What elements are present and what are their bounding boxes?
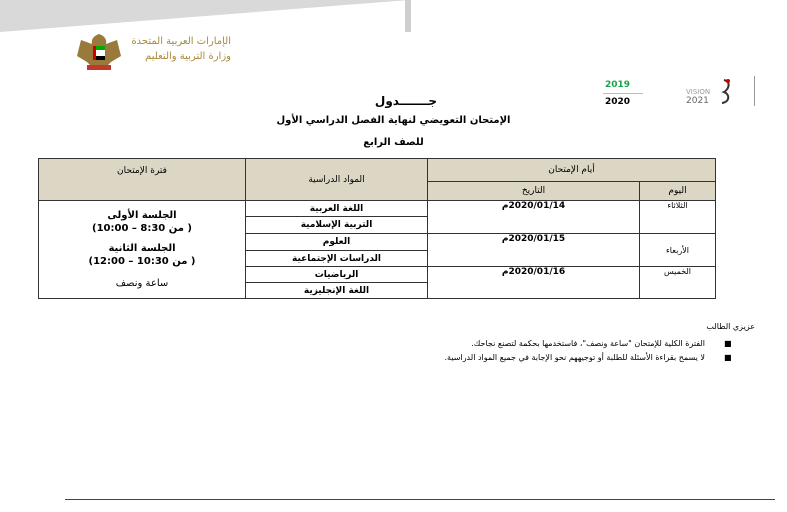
subject-cell: التربية الإسلامية: [246, 217, 428, 234]
date-cell: 2020/01/15م: [428, 234, 640, 267]
session2-time: ( من 10:30 – 12:00): [88, 256, 196, 267]
ministry-line1: الإمارات العربية المتحدة: [131, 36, 231, 47]
bullet-icon: ■: [724, 353, 732, 362]
period-cell: [39, 201, 246, 299]
session1-time: ( من 8:30 – 10:00): [92, 223, 192, 234]
doc-title: جـــــــدول: [374, 94, 438, 108]
date-cell: 2020/01/14م: [428, 201, 640, 234]
year-top: 2019: [605, 80, 631, 90]
duration-label: ساعة ونصف: [115, 278, 169, 289]
header-decoration: [0, 0, 410, 32]
notes-greeting: عزيزي الطالب: [706, 322, 755, 331]
date-cell: 2020/01/16م: [428, 267, 640, 299]
svg-text:2021: 2021: [686, 96, 709, 106]
header-subjects: المواد الدراسية: [246, 159, 428, 201]
uae-emblem-logo: [75, 32, 123, 72]
subject-cell: اللغة الإنجليزية: [246, 283, 428, 299]
note-item: الفترة الكلية للإمتحان "ساعة ونصف"، فاستخدمها بحكمة لتصنع نجاحك.: [471, 339, 705, 348]
header-exam-days: أيام الإمتحان: [428, 159, 716, 182]
day-cell: الثلاثاء: [640, 201, 716, 234]
day-cell: الأربعاء: [640, 234, 716, 267]
note-item: لا يسمح بقراءة الأسئلة للطلبة أو توجيههم نحو الإجابة في جميع المواد الدراسية.: [444, 353, 705, 362]
doc-subtitle: الإمتحان التعويضي لنهاية الفصل الدراسي الأول: [276, 115, 511, 126]
header-period: فترة الإمتحان: [39, 159, 246, 201]
subject-cell: اللغة العربية: [246, 201, 428, 217]
session1-label: الجلسة الأولى: [107, 210, 177, 221]
footer-rule: [65, 499, 775, 500]
session2-label: الجلسة الثانية: [108, 243, 176, 254]
day-cell: الخميس: [640, 267, 716, 299]
subject-cell: الرياضيات: [246, 267, 428, 283]
header-day: اليوم: [640, 182, 716, 201]
subject-cell: العلوم: [246, 234, 428, 251]
ministry-line2: وزارة التربية والتعليم: [145, 51, 231, 62]
header-date: التاريخ: [428, 182, 640, 201]
header-divider: [405, 0, 411, 32]
exam-schedule-table: [38, 158, 716, 299]
year-bottom: 2020: [605, 97, 631, 107]
svg-text:VISION: VISION: [686, 88, 711, 96]
bullet-icon: ■: [724, 339, 732, 348]
doc-grade: للصف الرابع: [363, 137, 424, 148]
subject-cell: الدراسات الإجتماعية: [246, 251, 428, 267]
